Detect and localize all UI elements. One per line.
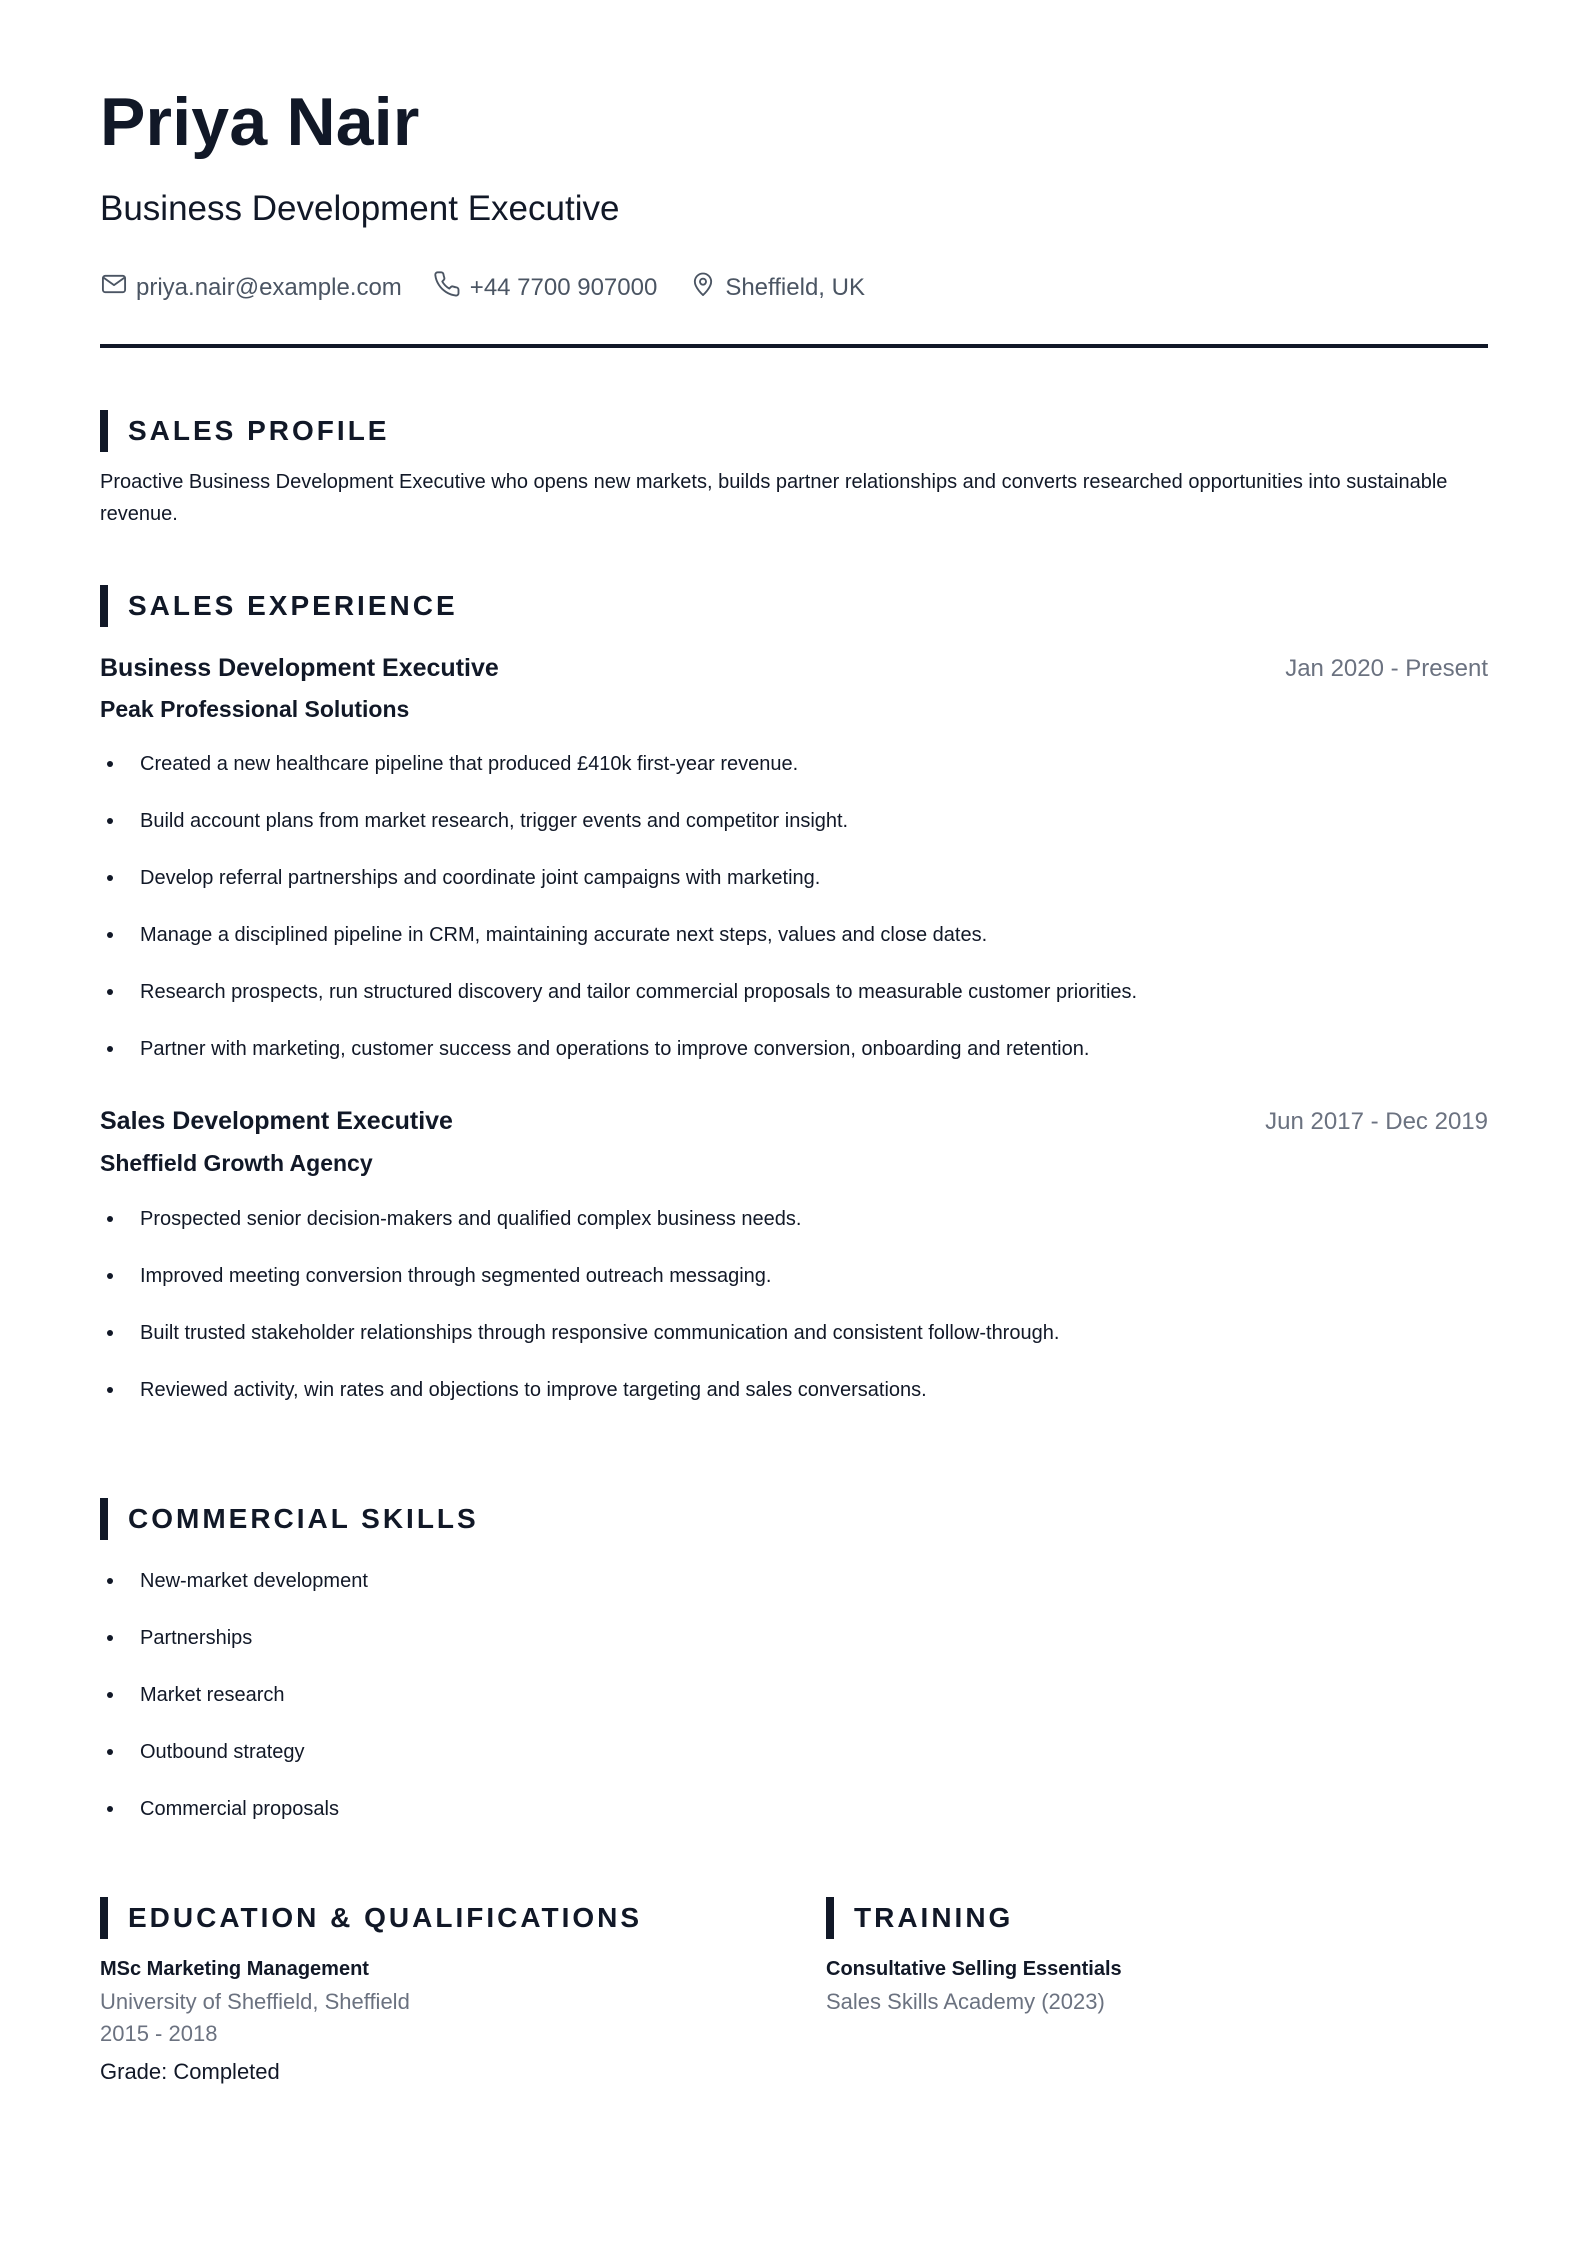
candidate-headline: Business Development Executive xyxy=(100,189,620,228)
list-item: Improved meeting conversion through segmented outreach messaging. xyxy=(100,1262,1488,1319)
job-dates: Jun 2017 - Dec 2019 xyxy=(1265,1108,1488,1135)
job-dates: Jan 2020 - Present xyxy=(1285,655,1488,682)
list-item: Commercial proposals xyxy=(100,1795,1488,1852)
location-text: Sheffield, UK xyxy=(725,273,865,301)
job-achievements xyxy=(100,750,1488,1092)
candidate-name: Priya Nair xyxy=(100,84,420,160)
section-heading-text: TRAINING xyxy=(854,1902,1014,1933)
skills-list xyxy=(100,1567,1488,1852)
list-item: Develop referral partnerships and coordinate joint campaigns with marketing. xyxy=(100,864,1488,921)
list-item: Partner with marketing, customer success and operations to improve conversion, onboarding and retention. xyxy=(100,1035,1488,1092)
education-institution: University of Sheffield, Sheffield xyxy=(100,1989,410,2014)
job-title: Business Development Executive xyxy=(100,654,499,682)
training-course: Consultative Selling Essentials xyxy=(826,1958,1122,1980)
location-pin-icon xyxy=(689,270,725,305)
email-text: priya.nair@example.com xyxy=(136,273,402,301)
list-item: Prospected senior decision-makers and qualified complex business needs. xyxy=(100,1205,1488,1262)
mail-icon xyxy=(100,270,136,305)
phone-icon xyxy=(434,270,470,305)
section-accent-bar xyxy=(826,1897,834,1939)
list-item: Manage a disciplined pipeline in CRM, maintaining accurate next steps, values and close dates. xyxy=(100,921,1488,978)
job-title: Sales Development Executive xyxy=(100,1107,453,1135)
section-heading-skills xyxy=(100,1498,479,1540)
section-accent-bar xyxy=(100,585,108,627)
contact-location xyxy=(689,270,865,305)
section-heading-training xyxy=(826,1897,1013,1939)
section-heading-text: SALES EXPERIENCE xyxy=(128,590,458,621)
profile-summary: Proactive Business Development Executive who opens new markets, builds partner relationships and converts researched opportunities into sustainable revenue. xyxy=(100,471,1448,525)
phone-text: +44 7700 907000 xyxy=(469,273,658,301)
section-heading-education xyxy=(100,1897,642,1939)
training-provider: Sales Skills Academy (2023) xyxy=(826,1989,1105,2014)
job-company: Peak Professional Solutions xyxy=(100,696,410,722)
contact-bar xyxy=(100,270,897,305)
list-item: New-market development xyxy=(100,1567,1488,1624)
section-accent-bar xyxy=(100,410,108,452)
job-company: Sheffield Growth Agency xyxy=(100,1150,373,1176)
section-heading-profile xyxy=(100,410,389,452)
list-item: Research prospects, run structured discovery and tailor commercial proposals to measurable customer priorities. xyxy=(100,978,1488,1035)
section-heading-text: COMMERCIAL SKILLS xyxy=(128,1503,479,1534)
section-heading-experience xyxy=(100,585,458,627)
job-achievements xyxy=(100,1205,1488,1433)
contact-email xyxy=(100,270,402,305)
list-item: Reviewed activity, win rates and objections to improve targeting and sales conversations. xyxy=(100,1376,1488,1433)
list-item: Market research xyxy=(100,1681,1488,1738)
section-accent-bar xyxy=(100,1897,108,1939)
contact-phone xyxy=(434,270,658,305)
education-degree: MSc Marketing Management xyxy=(100,1958,369,1980)
education-grade: Grade: Completed xyxy=(100,2059,280,2084)
education-dates: 2015 - 2018 xyxy=(100,2021,218,2046)
list-item: Build account plans from market research, trigger events and competitor insight. xyxy=(100,807,1488,864)
list-item: Partnerships xyxy=(100,1624,1488,1681)
section-accent-bar xyxy=(100,1498,108,1540)
list-item: Outbound strategy xyxy=(100,1738,1488,1795)
header-divider xyxy=(100,344,1488,348)
list-item: Built trusted stakeholder relationships through responsive communication and consistent follow-through. xyxy=(100,1319,1488,1376)
section-heading-text: SALES PROFILE xyxy=(128,415,390,446)
section-heading-text: EDUCATION & QUALIFICATIONS xyxy=(128,1902,643,1933)
list-item: Created a new healthcare pipeline that produced £410k first-year revenue. xyxy=(100,750,1488,807)
